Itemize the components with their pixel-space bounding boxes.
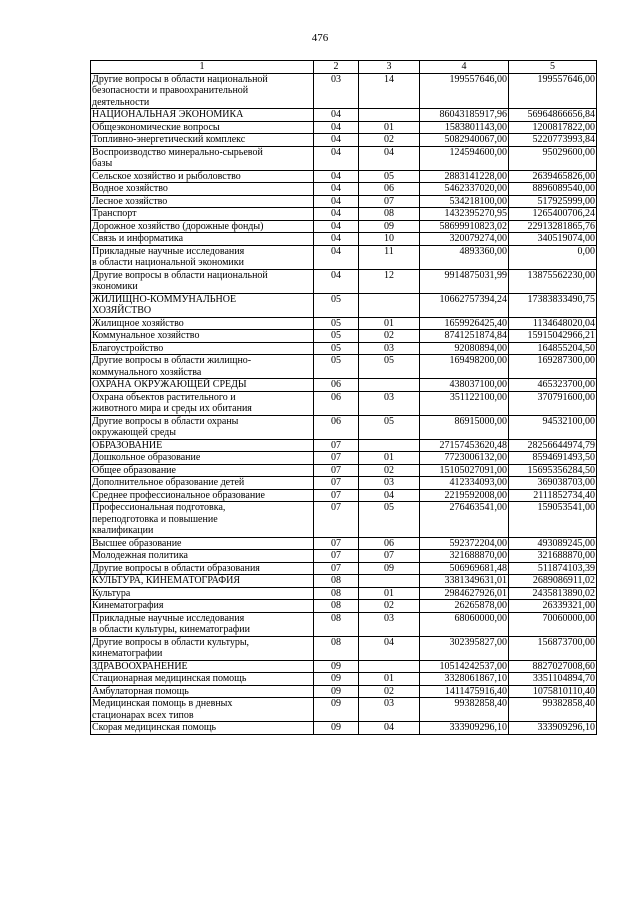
table-row [91, 146, 597, 170]
amount-2-cell: 159053541,00 [509, 502, 597, 538]
section-code-cell: 09 [314, 685, 359, 698]
amount-2-cell: 164855204,50 [509, 342, 597, 355]
amount-2-cell: 0,00 [509, 245, 597, 269]
subsection-code-cell: 11 [359, 245, 420, 269]
row-name-cell: ЗДРАВООХРАНЕНИЕ [91, 660, 314, 673]
subsection-code-cell [359, 660, 420, 673]
section-code-cell: 04 [314, 134, 359, 147]
row-name-cell: Прикладные научные исследования в области национальной экономики [91, 245, 314, 269]
table-row [91, 660, 597, 673]
subsection-code-cell: 03 [359, 342, 420, 355]
section-code-cell: 07 [314, 439, 359, 452]
amount-1-cell: 124594600,00 [420, 146, 509, 170]
amount-1-cell: 5082940067,00 [420, 134, 509, 147]
amount-1-cell: 10662757394,24 [420, 293, 509, 317]
table-row [91, 698, 597, 722]
subsection-code-cell: 01 [359, 587, 420, 600]
subsection-code-cell: 03 [359, 698, 420, 722]
subsection-code-cell: 10 [359, 233, 420, 246]
amount-2-cell: 5220773993,84 [509, 134, 597, 147]
subsection-code-cell: 01 [359, 317, 420, 330]
table-row [91, 183, 597, 196]
subsection-code-cell [359, 293, 420, 317]
column-header-section: 2 [314, 61, 359, 74]
section-code-cell: 07 [314, 550, 359, 563]
amount-2-cell: 17383833490,75 [509, 293, 597, 317]
amount-2-cell: 1265400706,24 [509, 208, 597, 221]
section-code-cell: 08 [314, 636, 359, 660]
subsection-code-cell: 09 [359, 220, 420, 233]
amount-1-cell: 438037100,00 [420, 379, 509, 392]
amount-2-cell: 56964866656,84 [509, 109, 597, 122]
section-code-cell: 07 [314, 562, 359, 575]
section-code-cell: 09 [314, 660, 359, 673]
table-row [91, 537, 597, 550]
row-name-cell: Жилищное хозяйство [91, 317, 314, 330]
section-code-cell: 07 [314, 537, 359, 550]
section-code-cell: 04 [314, 121, 359, 134]
subsection-code-cell: 05 [359, 170, 420, 183]
amount-1-cell: 15105027091,00 [420, 464, 509, 477]
amount-2-cell: 8827027008,60 [509, 660, 597, 673]
amount-2-cell: 1134648020,04 [509, 317, 597, 330]
section-code-cell: 07 [314, 477, 359, 490]
amount-2-cell: 370791600,00 [509, 391, 597, 415]
amount-2-cell: 493089245,00 [509, 537, 597, 550]
section-code-cell: 08 [314, 600, 359, 613]
section-code-cell: 08 [314, 587, 359, 600]
table-row [91, 220, 597, 233]
subsection-code-cell: 04 [359, 489, 420, 502]
table-row [91, 134, 597, 147]
row-name-cell: Лесное хозяйство [91, 195, 314, 208]
row-name-cell: Другие вопросы в области национальной безопасности и правоохранительной деятельности [91, 73, 314, 109]
amount-2-cell: 2435813890,02 [509, 587, 597, 600]
row-name-cell: Среднее профессиональное образование [91, 489, 314, 502]
subsection-code-cell: 05 [359, 355, 420, 379]
amount-1-cell: 8741251874,84 [420, 330, 509, 343]
amount-2-cell: 169287300,00 [509, 355, 597, 379]
section-code-cell: 04 [314, 183, 359, 196]
table-row [91, 636, 597, 660]
subsection-code-cell [359, 379, 420, 392]
amount-1-cell: 7723006132,00 [420, 452, 509, 465]
section-code-cell: 04 [314, 233, 359, 246]
amount-2-cell: 95029600,00 [509, 146, 597, 170]
subsection-code-cell: 02 [359, 134, 420, 147]
subsection-code-cell: 05 [359, 415, 420, 439]
amount-2-cell: 8594691493,50 [509, 452, 597, 465]
amount-1-cell: 1583801143,00 [420, 121, 509, 134]
row-name-cell: ОБРАЗОВАНИЕ [91, 439, 314, 452]
row-name-cell: ЖИЛИЩНО-КОММУНАЛЬНОЕ ХОЗЯЙСТВО [91, 293, 314, 317]
table-row [91, 317, 597, 330]
subsection-code-cell: 05 [359, 502, 420, 538]
amount-1-cell: 1411475916,40 [420, 685, 509, 698]
amount-2-cell: 22913281865,76 [509, 220, 597, 233]
row-name-cell: Транспорт [91, 208, 314, 221]
subsection-code-cell: 01 [359, 452, 420, 465]
row-name-cell: Другие вопросы в области культуры, кинематографии [91, 636, 314, 660]
amount-1-cell: 3328061867,10 [420, 673, 509, 686]
table-row [91, 233, 597, 246]
amount-2-cell: 15695356284,50 [509, 464, 597, 477]
table-row [91, 722, 597, 735]
amount-2-cell: 340519074,00 [509, 233, 597, 246]
table-row [91, 245, 597, 269]
section-code-cell: 05 [314, 330, 359, 343]
subsection-code-cell: 01 [359, 673, 420, 686]
subsection-code-cell: 01 [359, 121, 420, 134]
section-code-cell: 05 [314, 355, 359, 379]
amount-2-cell: 2111852734,40 [509, 489, 597, 502]
amount-2-cell: 2689086911,02 [509, 575, 597, 588]
section-code-cell: 04 [314, 109, 359, 122]
row-name-cell: Топливно-энергетический комплекс [91, 134, 314, 147]
subsection-code-cell: 12 [359, 269, 420, 293]
subsection-code-cell: 03 [359, 477, 420, 490]
subsection-code-cell: 02 [359, 685, 420, 698]
amount-2-cell: 15915042966,21 [509, 330, 597, 343]
table-row [91, 612, 597, 636]
amount-2-cell: 465323700,00 [509, 379, 597, 392]
amount-1-cell: 2984627926,01 [420, 587, 509, 600]
amount-1-cell: 534218100,00 [420, 195, 509, 208]
section-code-cell: 07 [314, 464, 359, 477]
budget-table [90, 60, 597, 735]
section-code-cell: 07 [314, 502, 359, 538]
row-name-cell: Скорая медицинская помощь [91, 722, 314, 735]
row-name-cell: Воспроизводство минерально-сырьевой базы [91, 146, 314, 170]
table-row [91, 293, 597, 317]
amount-2-cell: 8896089540,00 [509, 183, 597, 196]
table-row [91, 550, 597, 563]
table-row [91, 452, 597, 465]
column-header-name: 1 [91, 61, 314, 74]
amount-1-cell: 86915000,00 [420, 415, 509, 439]
row-name-cell: Связь и информатика [91, 233, 314, 246]
row-name-cell: Прикладные научные исследования в области культуры, кинематографии [91, 612, 314, 636]
table-row [91, 109, 597, 122]
row-name-cell: Молодежная политика [91, 550, 314, 563]
row-name-cell: Культура [91, 587, 314, 600]
section-code-cell: 09 [314, 698, 359, 722]
subsection-code-cell: 02 [359, 464, 420, 477]
amount-2-cell: 333909296,10 [509, 722, 597, 735]
amount-1-cell: 302395827,00 [420, 636, 509, 660]
table-row [91, 208, 597, 221]
table-row [91, 269, 597, 293]
column-header-amount-1: 4 [420, 61, 509, 74]
section-code-cell: 06 [314, 379, 359, 392]
amount-1-cell: 27157453620,48 [420, 439, 509, 452]
amount-1-cell: 169498200,00 [420, 355, 509, 379]
amount-1-cell: 99382858,40 [420, 698, 509, 722]
row-name-cell: НАЦИОНАЛЬНАЯ ЭКОНОМИКА [91, 109, 314, 122]
column-header-subsection: 3 [359, 61, 420, 74]
subsection-code-cell: 08 [359, 208, 420, 221]
amount-1-cell: 320079274,00 [420, 233, 509, 246]
subsection-code-cell: 03 [359, 391, 420, 415]
amount-2-cell: 1200817822,00 [509, 121, 597, 134]
table-row [91, 489, 597, 502]
table-row [91, 439, 597, 452]
table-row [91, 477, 597, 490]
section-code-cell: 05 [314, 293, 359, 317]
section-code-cell: 03 [314, 73, 359, 109]
table-body [91, 73, 597, 734]
subsection-code-cell: 04 [359, 636, 420, 660]
row-name-cell: Охрана объектов растительного и животного мира и среды их обитания [91, 391, 314, 415]
row-name-cell: Другие вопросы в области образования [91, 562, 314, 575]
amount-1-cell: 5462337020,00 [420, 183, 509, 196]
section-code-cell: 08 [314, 575, 359, 588]
amount-2-cell: 369038703,00 [509, 477, 597, 490]
amount-2-cell: 156873700,00 [509, 636, 597, 660]
table-row [91, 673, 597, 686]
section-code-cell: 04 [314, 195, 359, 208]
amount-1-cell: 68060000,00 [420, 612, 509, 636]
amount-2-cell: 2639465826,00 [509, 170, 597, 183]
amount-1-cell: 3381349631,01 [420, 575, 509, 588]
table-row [91, 195, 597, 208]
section-code-cell: 07 [314, 452, 359, 465]
amount-1-cell: 351122100,00 [420, 391, 509, 415]
row-name-cell: Общеэкономические вопросы [91, 121, 314, 134]
subsection-code-cell [359, 109, 420, 122]
amount-2-cell: 1075810110,40 [509, 685, 597, 698]
section-code-cell: 09 [314, 673, 359, 686]
table-row [91, 379, 597, 392]
amount-1-cell: 4893360,00 [420, 245, 509, 269]
amount-1-cell: 92080894,00 [420, 342, 509, 355]
subsection-code-cell: 04 [359, 722, 420, 735]
subsection-code-cell: 06 [359, 537, 420, 550]
amount-1-cell: 2219592008,00 [420, 489, 509, 502]
row-name-cell: Дошкольное образование [91, 452, 314, 465]
section-code-cell: 04 [314, 220, 359, 233]
amount-1-cell: 58699910823,02 [420, 220, 509, 233]
section-code-cell: 05 [314, 342, 359, 355]
subsection-code-cell: 14 [359, 73, 420, 109]
page-number: 476 [311, 32, 329, 44]
section-code-cell: 04 [314, 146, 359, 170]
section-code-cell: 05 [314, 317, 359, 330]
amount-1-cell: 9914875031,99 [420, 269, 509, 293]
table-row [91, 415, 597, 439]
subsection-code-cell: 03 [359, 612, 420, 636]
amount-1-cell: 506969681,48 [420, 562, 509, 575]
row-name-cell: Общее образование [91, 464, 314, 477]
row-name-cell: Медицинская помощь в дневных стационарах всех типов [91, 698, 314, 722]
amount-2-cell: 3351104894,70 [509, 673, 597, 686]
section-code-cell: 08 [314, 612, 359, 636]
subsection-code-cell: 09 [359, 562, 420, 575]
table-row [91, 391, 597, 415]
table-row [91, 600, 597, 613]
amount-2-cell: 94532100,00 [509, 415, 597, 439]
table-row [91, 685, 597, 698]
section-code-cell: 04 [314, 170, 359, 183]
row-name-cell: Амбулаторная помощь [91, 685, 314, 698]
table-row [91, 342, 597, 355]
amount-1-cell: 199557646,00 [420, 73, 509, 109]
section-code-cell: 09 [314, 722, 359, 735]
amount-1-cell: 412334093,00 [420, 477, 509, 490]
column-header-amount-2: 5 [509, 61, 597, 74]
amount-2-cell: 321688870,00 [509, 550, 597, 563]
table-row [91, 73, 597, 109]
amount-1-cell: 1432395270,95 [420, 208, 509, 221]
subsection-code-cell: 07 [359, 550, 420, 563]
row-name-cell: Другие вопросы в области охраны окружающей среды [91, 415, 314, 439]
amount-1-cell: 592372204,00 [420, 537, 509, 550]
row-name-cell: Высшее образование [91, 537, 314, 550]
subsection-code-cell: 07 [359, 195, 420, 208]
subsection-code-cell: 02 [359, 330, 420, 343]
row-name-cell: Стационарная медицинская помощь [91, 673, 314, 686]
section-code-cell: 04 [314, 245, 359, 269]
table-row [91, 587, 597, 600]
subsection-code-cell: 06 [359, 183, 420, 196]
row-name-cell: Дорожное хозяйство (дорожные фонды) [91, 220, 314, 233]
amount-2-cell: 70060000,00 [509, 612, 597, 636]
row-name-cell: Благоустройство [91, 342, 314, 355]
table-row [91, 330, 597, 343]
table-row [91, 575, 597, 588]
amount-2-cell: 28256644974,79 [509, 439, 597, 452]
amount-2-cell: 13875562230,00 [509, 269, 597, 293]
row-name-cell: Дополнительное образование детей [91, 477, 314, 490]
table-header-row [91, 61, 597, 74]
row-name-cell: Сельское хозяйство и рыболовство [91, 170, 314, 183]
amount-1-cell: 321688870,00 [420, 550, 509, 563]
subsection-code-cell [359, 575, 420, 588]
section-code-cell: 06 [314, 415, 359, 439]
amount-1-cell: 333909296,10 [420, 722, 509, 735]
row-name-cell: Другие вопросы в области национальной экономики [91, 269, 314, 293]
subsection-code-cell: 02 [359, 600, 420, 613]
table-row [91, 355, 597, 379]
section-code-cell: 06 [314, 391, 359, 415]
amount-2-cell: 511874103,39 [509, 562, 597, 575]
row-name-cell: Профессиональная подготовка, переподготовка и повышение квалификации [91, 502, 314, 538]
table-row [91, 464, 597, 477]
amount-2-cell: 517925999,00 [509, 195, 597, 208]
row-name-cell: Коммунальное хозяйство [91, 330, 314, 343]
section-code-cell: 07 [314, 489, 359, 502]
amount-1-cell: 26265878,00 [420, 600, 509, 613]
row-name-cell: Водное хозяйство [91, 183, 314, 196]
section-code-cell: 04 [314, 269, 359, 293]
row-name-cell: Кинематография [91, 600, 314, 613]
amount-1-cell: 2883141228,00 [420, 170, 509, 183]
row-name-cell: Другие вопросы в области жилищно- коммунального хозяйства [91, 355, 314, 379]
amount-1-cell: 86043185917,96 [420, 109, 509, 122]
amount-2-cell: 199557646,00 [509, 73, 597, 109]
amount-1-cell: 276463541,00 [420, 502, 509, 538]
section-code-cell: 04 [314, 208, 359, 221]
table-row [91, 170, 597, 183]
subsection-code-cell [359, 439, 420, 452]
amount-2-cell: 26339321,00 [509, 600, 597, 613]
table-row [91, 562, 597, 575]
amount-1-cell: 10514242537,00 [420, 660, 509, 673]
table-row [91, 121, 597, 134]
subsection-code-cell: 04 [359, 146, 420, 170]
row-name-cell: КУЛЬТУРА, КИНЕМАТОГРАФИЯ [91, 575, 314, 588]
amount-2-cell: 99382858,40 [509, 698, 597, 722]
amount-1-cell: 1659926425,40 [420, 317, 509, 330]
row-name-cell: ОХРАНА ОКРУЖАЮЩЕЙ СРЕДЫ [91, 379, 314, 392]
table-row [91, 502, 597, 538]
